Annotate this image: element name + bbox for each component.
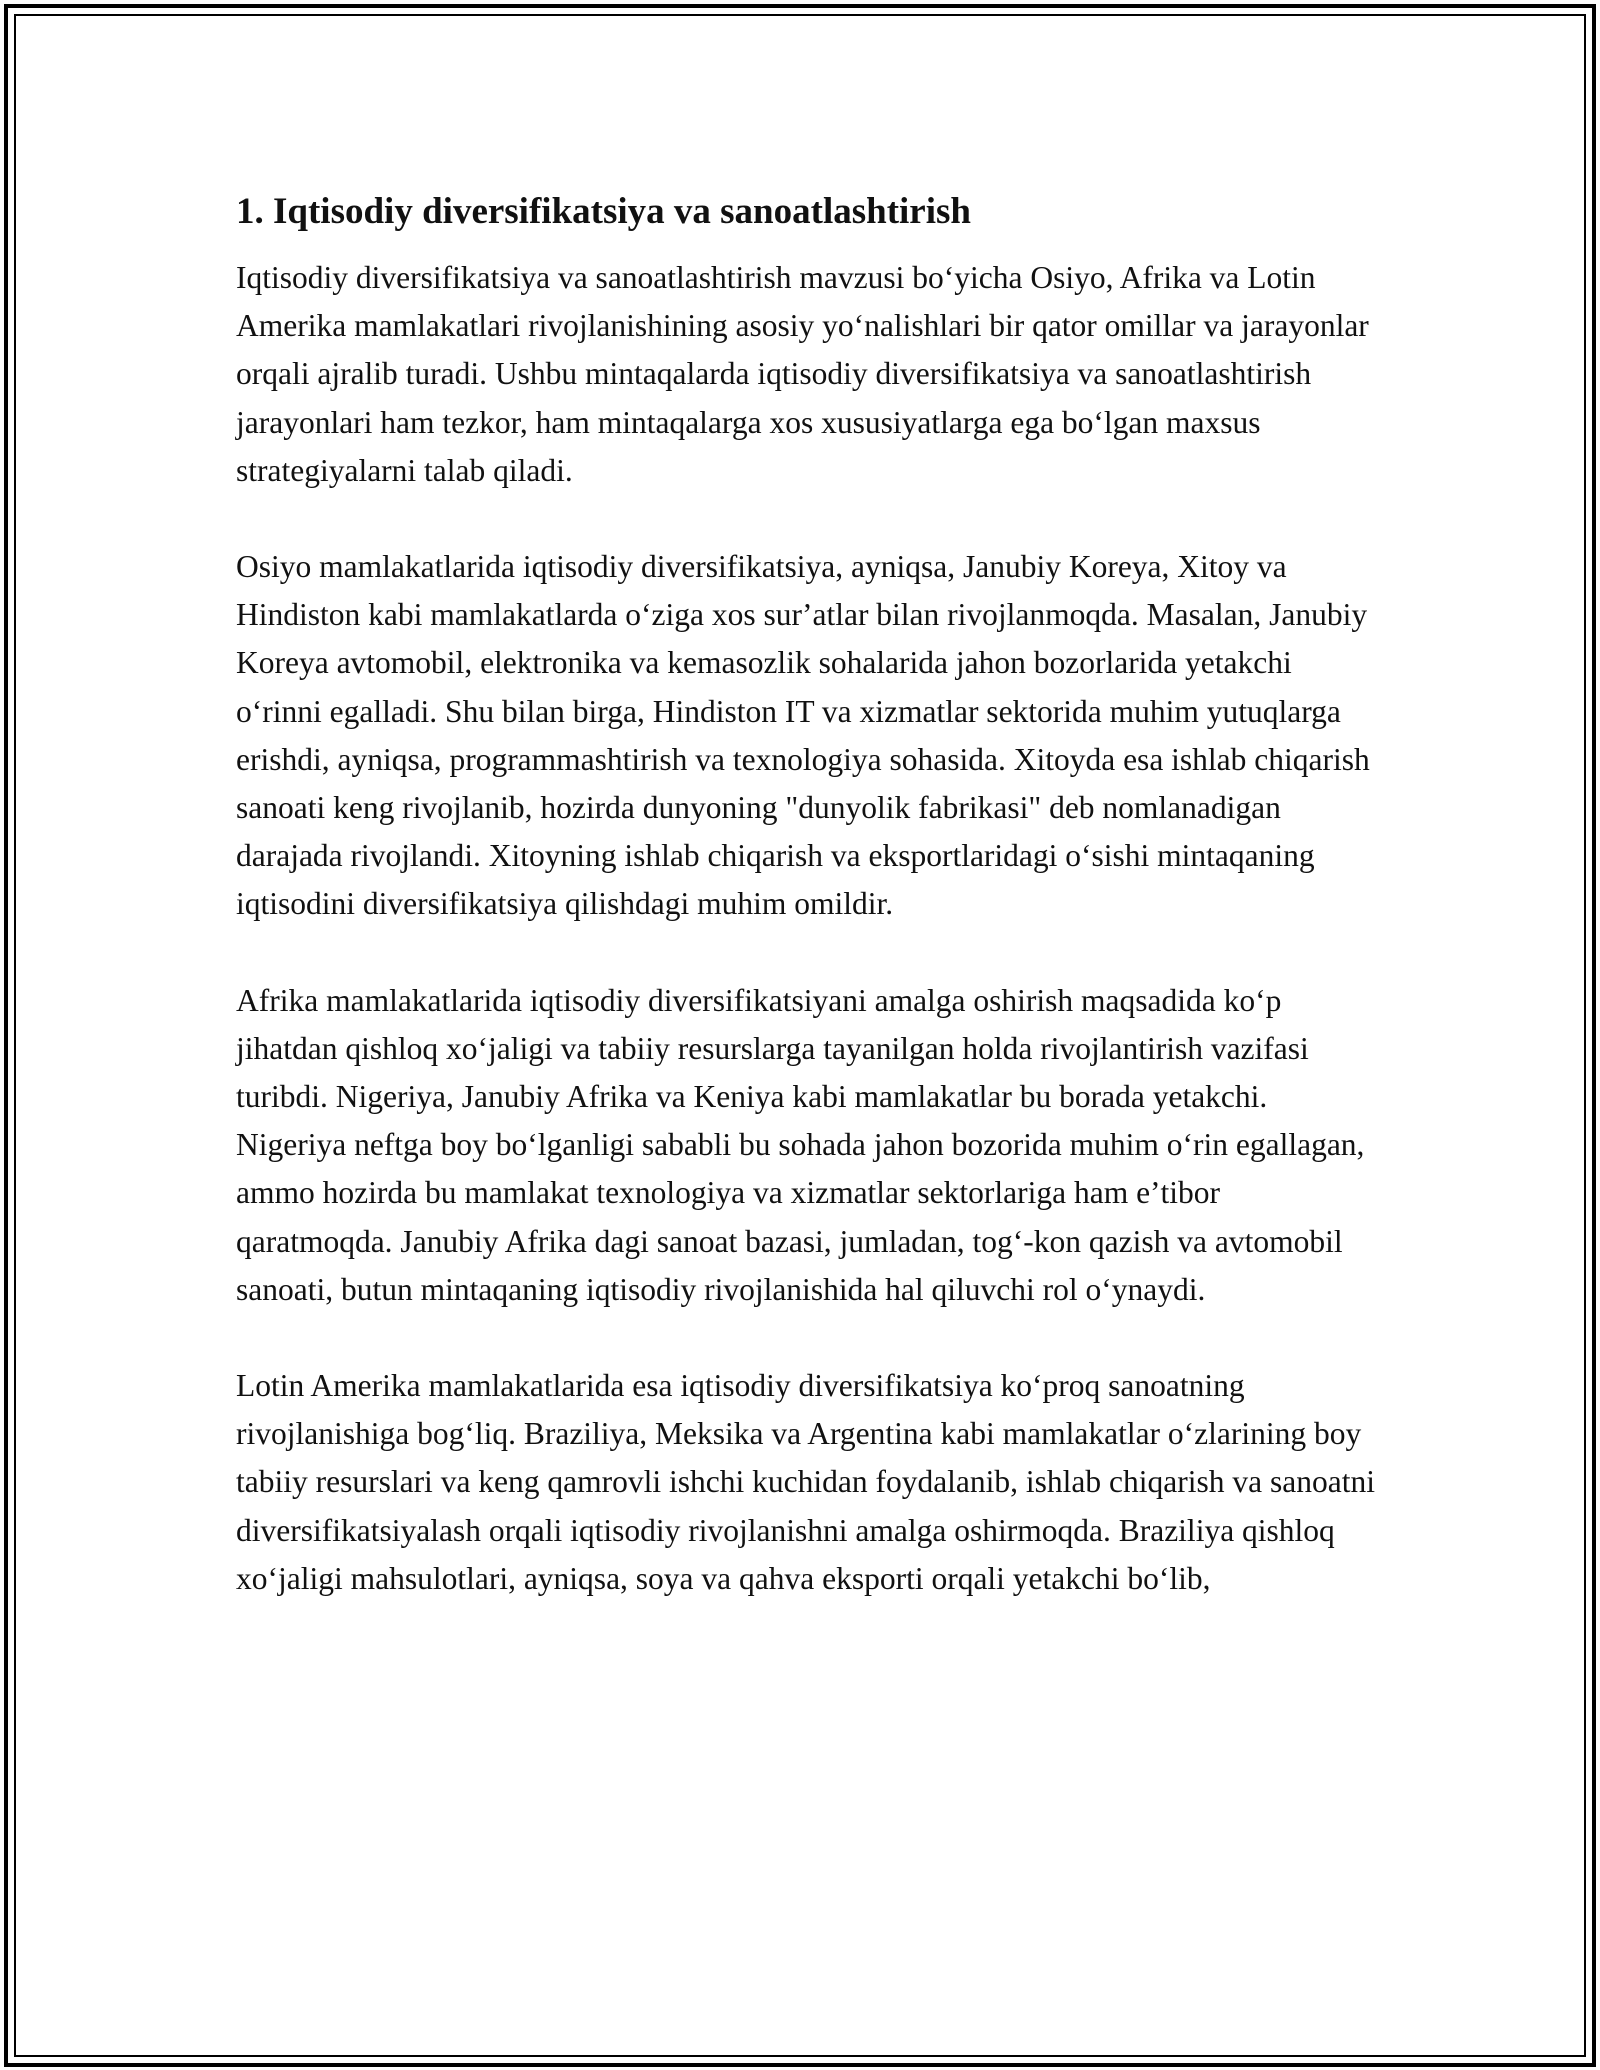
document-body xyxy=(236,186,1376,1651)
paragraph-latin-america: Lotin Amerika mamlakatlarida esa iqtisodiy diversifikatsiya koʻproq sanoatning rivojlanishiga bogʻliq. Braziliya, Meksika va Argentina kabi mamlakatlar oʻzlarining boy tabiiy resurslari va keng qamrovli ishchi kuchidan foydalanib, ishlab chiqarish va sanoatni diversifikatsiyalash orqali iqtisodiy rivojlanishni amalga oshirmoqda. Braziliya qishloq xoʻjaligi mahsulotlari, ayniqsa, soya va qahva eksporti orqali yetakchi boʻlib, xyxy=(236,1368,1375,1596)
paragraph-asia: Osiyo mamlakatlarida iqtisodiy diversifikatsiya, ayniqsa, Janubiy Koreya, Xitoy va Hindiston kabi mamlakatlarda oʻziga xos surʼatlar bilan rivojlanmoqda. Masalan, Janubiy Koreya avtomobil, elektronika va kemasozlik sohalarida jahon bozorlarida yetakchi oʻrinni egalladi. Shu bilan birga, Hindiston IT va xizmatlar sektorida muhim yutuqlarga erishdi, ayniqsa, programmashtirish va texnologiya sohasida. Xitoyda esa ishlab chiqarish sanoati keng rivojlanib, hozirda dunyoning "dunyolik fabrikasi" deb nomlanadigan darajada rivojlandi. Xitoyning ishlab chiqarish va eksportlaridagi oʻsishi mintaqaning iqtisodini diversifikatsiya qilishdagi muhim omildir. xyxy=(236,549,1370,922)
paragraph-africa: Afrika mamlakatlarida iqtisodiy diversifikatsiyani amalga oshirish maqsadida koʻp jihatdan qishloq xoʻjaligi va tabiiy resurslarga tayanilgan holda rivojlantirish vazifasi turibdi. Nigeriya, Janubiy Afrika va Keniya kabi mamlakatlar bu borada yetakchi. Nigeriya neftga boy boʻlganligi sababli bu sohada jahon bozorida muhim oʻrin egallagan, ammo hozirda bu mamlakat texnologiya va xizmatlar sektorlariga ham eʼtibor qaratmoqda. Janubiy Afrika dagi sanoat bazasi, jumladan, togʻ-kon qazish va avtomobil sanoati, butun mintaqaning iqtisodiy rivojlanishida hal qiluvchi rol oʻynaydi. xyxy=(236,982,1365,1307)
paragraph-intro: Iqtisodiy diversifikatsiya va sanoatlashtirish mavzusi boʻyicha Osiyo, Afrika va Lotin Amerika mamlakatlari rivojlanishining asosiy yoʻnalishlari bir qator omillar va jarayonlar orqali ajralib turadi. Ushbu mintaqalarda iqtisodiy diversifikatsiya va sanoatlashtirish jarayonlari ham tezkor, ham mintaqalarga xos xususiyatlarga ega boʻlgan maxsus strategiyalarni talab qiladi. xyxy=(236,260,1369,488)
section-heading: 1. Iqtisodiy diversifikatsiya va sanoatlashtirish xyxy=(236,191,971,232)
